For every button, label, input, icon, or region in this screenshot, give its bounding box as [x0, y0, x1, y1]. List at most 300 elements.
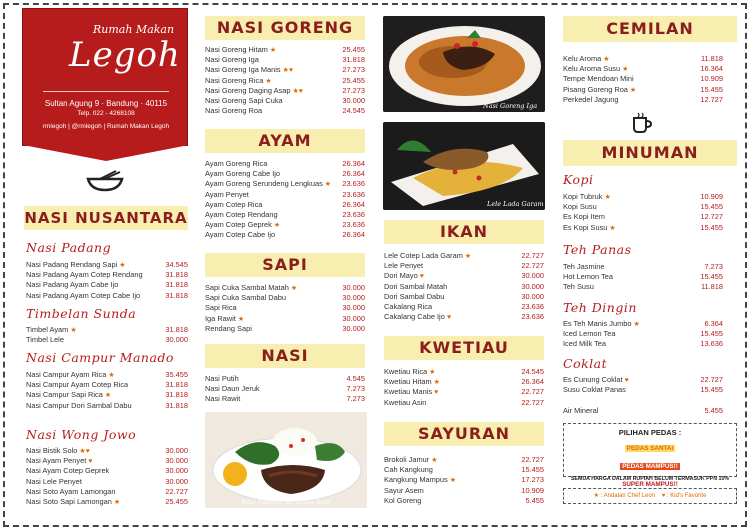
menu-item-badge: ♥ [88, 458, 93, 466]
menu-item [384, 377, 544, 387]
menu-item [384, 455, 544, 465]
menu-item [205, 159, 365, 169]
menu-item-price: 10.909 [700, 192, 723, 201]
menu-item-price: 26.364 [342, 230, 365, 240]
menu-item [563, 375, 723, 385]
menu-item-name: Iga Rawit [205, 313, 236, 323]
brand-name: Legoh [69, 35, 181, 75]
menu-item-price: 26.364 [342, 199, 365, 209]
menu-item-badge: ♥ [446, 314, 451, 322]
menu-item-price: 31.818 [165, 280, 188, 290]
menu-item-name: Nasi Lele Penyet [26, 476, 82, 486]
menu-item-badge: ★ [265, 77, 272, 85]
menu-item-badge: ★ [622, 66, 629, 74]
menu-item-price: 16.364 [700, 64, 723, 74]
menu-item [384, 282, 544, 292]
menu-item [205, 394, 365, 404]
menu-item-price: 25.455 [342, 75, 365, 85]
menu-item [26, 466, 188, 476]
menu-item-name: Ayam Penyet [205, 189, 249, 199]
menu-item [205, 96, 365, 106]
spice-level-1: PEDAS SANTAI [626, 445, 674, 452]
menu-item [384, 387, 544, 397]
section-title-cemilan: CEMILAN [563, 16, 737, 42]
menu-item [384, 367, 544, 377]
menu-item-price: 15.455 [700, 272, 723, 282]
section-title-sapi: SAPI [205, 253, 365, 277]
menu-item-price: 22.727 [521, 397, 544, 407]
photo-caption-rendang: Nasi Padang Rendang Sapi [241, 498, 331, 506]
menu-item [26, 497, 188, 507]
menu-item [205, 169, 365, 179]
brand-social: rmlegoh | @rmlegoh | Rumah Makan Legoh [42, 123, 170, 130]
menu-item-name: Sapi Rica [205, 303, 237, 313]
menu-item-name: Nasi Campur Ayam Cotep Rica [26, 380, 129, 390]
menu-item-price: 15.455 [700, 329, 723, 339]
menu-item [384, 302, 544, 312]
menu-item-name: Iced Milk Tea [563, 339, 606, 349]
menu-item-price: 35.455 [165, 370, 188, 379]
menu-item [384, 486, 544, 496]
menu-item-name: Nasi Goreng Roa [205, 106, 263, 116]
menu-item [26, 390, 188, 400]
menu-item-badge: ★ [108, 372, 115, 379]
menu-item-price: 31.818 [165, 290, 188, 300]
menu-item-badge: ★ [433, 379, 440, 387]
menu-item-name: Ayam Goreng Rica [205, 159, 268, 168]
menu-item [563, 85, 723, 95]
subsection-title-teh-panas: Teh Panas [563, 242, 632, 257]
menu-item-price: 30.000 [521, 291, 544, 301]
menu-item-badge: ★ [629, 86, 637, 94]
menu-item [205, 106, 365, 116]
menu-item-name: Perkedel Jagung [563, 94, 619, 104]
menu-item-price: 11.818 [700, 54, 723, 63]
menu-item-name: Brokoli Jamur [384, 455, 430, 464]
photo-lele [383, 122, 545, 210]
menu-item-name: Iced Lemon Tea [563, 329, 616, 339]
list-nasi-campur-manado [26, 370, 188, 411]
menu-item [205, 86, 365, 96]
menu-item [563, 64, 723, 74]
list-nasi [205, 374, 365, 405]
menu-item [205, 200, 365, 210]
menu-item [384, 475, 544, 485]
menu-item-price: 31.818 [165, 400, 188, 410]
menu-item-name: Nasi Daun Jeruk [205, 384, 260, 394]
legend-star: ★ : Andalan Chef Leon [593, 493, 656, 499]
menu-item-name: Lele Cotep Lada Garam [384, 251, 463, 260]
subsection-title-nasi-wong-jowo: Nasi Wong Jowo [26, 427, 137, 442]
menu-item [205, 230, 365, 240]
menu-item [205, 283, 365, 293]
menu-item-name: Hot Lemon Tea [563, 272, 613, 282]
menu-item-price: 30.000 [165, 466, 188, 476]
menu-item-name: Nasi Goreng Rica [205, 75, 264, 85]
menu-item-name: Kwetiau Manis [384, 387, 433, 397]
menu-item-name: Dori Sambal Matah [384, 281, 448, 291]
menu-item [205, 374, 365, 384]
menu-item-name: Nasi Padang Ayam Cotep Cabe Ijo [26, 290, 141, 300]
brand-phone: Telp. 022 - 4268108 [77, 110, 135, 117]
menu-item [384, 465, 544, 475]
menu-item-price: 22.727 [165, 486, 188, 496]
menu-item-badge: ★♥ [79, 448, 90, 455]
subsection-title-nasi-campur-manado: Nasi Campur Manado [26, 350, 174, 365]
photo-nasi-goreng-iga [383, 16, 545, 112]
menu-item [205, 314, 365, 324]
nasi-goreng-plate-image [383, 16, 545, 112]
menu-item-name: Kangkung Mampus [384, 475, 448, 485]
menu-item [205, 384, 365, 394]
menu-item [26, 335, 188, 345]
menu-item-price: 25.455 [342, 45, 365, 54]
price-note: SEMUA HARGA DALAM RUPIAH BELUM TERMASUK PPN 10% [570, 476, 730, 482]
list-timbelan-sunda [26, 325, 188, 345]
spice-level-3: SUPER MAMPUS!! [622, 481, 678, 488]
menu-item-badge: ★ [273, 222, 281, 230]
menu-item [26, 291, 188, 301]
list-kwetiau [384, 367, 544, 408]
legend-heart: ♥ : Kid's Favorite [661, 493, 707, 499]
menu-item-price: 23.636 [342, 189, 365, 199]
menu-item-price: 23.636 [521, 301, 544, 311]
menu-item-name: Cah Kangkung [384, 465, 433, 475]
section-title-kwetiau: KWETIAU [384, 336, 544, 360]
menu-item [384, 292, 544, 302]
menu-item [205, 293, 365, 303]
menu-item-price: 30.000 [342, 303, 365, 313]
menu-item-name: Es Cunung Coklat [563, 375, 623, 384]
menu-item [205, 179, 365, 189]
menu-item-name: Es Teh Manis Jumbo [563, 319, 632, 328]
menu-item-name: Nasi Goreng Iga [205, 55, 259, 65]
menu-item-name: Nasi Ayam Cotep Geprek [26, 466, 110, 476]
menu-item-price: 31.818 [165, 380, 188, 390]
menu-item-price: 17.273 [521, 475, 544, 485]
menu-item-name: Dori Sambal Dabu [384, 291, 445, 301]
menu-item-name: Rendang Sapi [205, 323, 252, 333]
menu-item-price: 13.636 [700, 339, 723, 349]
menu-item-badge: ★ [113, 498, 121, 506]
menu-item-price: 15.455 [700, 385, 723, 395]
menu-item-price: 26.364 [521, 377, 544, 387]
menu-item-name: Ayam Goreng Cabe Ijo [205, 169, 281, 179]
menu-item-name: Ayam Cotep Rendang [205, 209, 278, 219]
menu-item [26, 380, 188, 390]
menu-item [563, 223, 723, 233]
menu-item-price: 30.000 [342, 95, 365, 105]
menu-item-price: 30.000 [521, 281, 544, 291]
menu-item-name: Kopi Tubruk [563, 192, 603, 201]
menu-item-price: 10.909 [700, 74, 723, 84]
menu-item [205, 303, 365, 313]
menu-item [563, 262, 723, 272]
menu-item [384, 398, 544, 408]
menu-item [384, 251, 544, 261]
list-cemilan [563, 54, 723, 105]
menu-item-name: Dori Mayo [384, 271, 418, 281]
menu-item [563, 329, 723, 339]
bowl-icon [86, 170, 126, 192]
menu-item-price: 30.000 [165, 456, 188, 466]
menu-item-badge: ★ [429, 369, 436, 376]
menu-item-name: Nasi Padang Ayam Cotep Rendang [26, 270, 143, 280]
menu-item [563, 54, 723, 64]
menu-item-name: Nasi Ayam Penyet [26, 456, 87, 466]
menu-item-name: Tempe Mendoan Mini [563, 74, 634, 84]
menu-item-badge: ★ [237, 315, 245, 323]
menu-item-name: Sayur Asem [384, 485, 424, 495]
menu-item-badge: ★ [269, 47, 277, 54]
menu-item-name: Nasi Campur Ayam Rica [26, 370, 107, 379]
menu-item-price: 22.727 [521, 387, 544, 397]
menu-item-price: 23.636 [342, 220, 365, 230]
list-nasi-padang [26, 260, 188, 301]
menu-item-price: 22.727 [521, 251, 544, 260]
list-sapi [205, 283, 365, 334]
menu-item-price: 30.000 [342, 283, 365, 292]
menu-item-price: 23.636 [521, 312, 544, 322]
menu-item-name: Nasi Soto Ayam Lamongan [26, 486, 116, 496]
spice-level-title: PILIHAN PEDAS : [618, 428, 682, 437]
menu-item [205, 210, 365, 220]
menu-item-name: Nasi Soto Sapi Lamongan [26, 496, 112, 506]
menu-item-name: Es Kopi Item [563, 212, 605, 222]
menu-item-price: 27.273 [342, 85, 365, 95]
brand-line1: Rumah Makan [93, 23, 175, 36]
menu-item [26, 446, 188, 456]
menu-item [384, 261, 544, 271]
menu-item-price: 12.727 [700, 94, 723, 104]
menu-item-name: Kwetiau Rica [384, 367, 428, 376]
menu-item-name: Kelu Aroma Susu [563, 64, 621, 74]
photo-caption-lele: Lele Lada Garam [487, 200, 544, 208]
menu-item-name: Kwetiau Hitam [384, 377, 432, 387]
menu-item-name: Nasi Rawit [205, 394, 241, 404]
subsection-title-timbelan-sunda: Timbelan Sunda [26, 306, 137, 321]
menu-item-badge: ★ [464, 253, 472, 260]
menu-item-name: Cakalang Rica [384, 301, 433, 311]
menu-item [205, 65, 365, 75]
menu-item-name: Nasi Goreng Daging Asap [205, 85, 291, 95]
menu-item-name: Kopi Susu [563, 202, 597, 212]
menu-item-name: Nasi Campur Sapi Rica [26, 390, 103, 400]
list-ikan [384, 251, 544, 322]
menu-item-price: 5.455 [704, 406, 723, 415]
section-title-sayuran: SAYURAN [384, 422, 544, 446]
menu-item-price: 7.273 [346, 394, 365, 404]
section-title-ikan: IKAN [384, 220, 544, 244]
menu-item-badge: ♥ [434, 389, 439, 397]
list-kopi [563, 192, 723, 233]
brand-header [22, 8, 188, 146]
menu-item-name: Nasi Putih [205, 374, 239, 383]
list-ayam [205, 159, 365, 241]
menu-item [26, 325, 188, 335]
menu-item [563, 282, 723, 292]
brand-address: Sultan Agung 9 · Bandung · 40115 [44, 99, 168, 108]
menu-item-price: 24.545 [342, 106, 365, 116]
menu-item-price: 15.455 [521, 465, 544, 475]
badge-legend [563, 488, 737, 504]
menu-item [563, 406, 723, 416]
menu-item-price: 31.818 [165, 270, 188, 280]
menu-item-price: 7.273 [704, 262, 723, 271]
menu-item [563, 74, 723, 84]
menu-item-name: Kwetiau Asin [384, 397, 427, 407]
section-title-nasi-goreng: NASI GORENG [205, 16, 365, 40]
menu-item-name: Es Kopi Susu [563, 222, 608, 232]
menu-item-name: Timbel Lele [26, 335, 64, 345]
menu-item-price: 22.727 [700, 375, 723, 384]
subsection-title-teh-dingin: Teh Dingin [563, 300, 637, 315]
photo-caption-nasi-goreng-iga: Nasi Goreng Iga [483, 102, 538, 110]
menu-item-badge: ★ [104, 392, 112, 400]
menu-item-price: 4.545 [346, 374, 365, 383]
menu-item-name: Susu Coklat Panas [563, 385, 626, 395]
list-air-mineral [563, 406, 723, 416]
menu-item-badge: ★ [290, 285, 298, 292]
menu-item-price: 30.000 [342, 293, 365, 303]
menu-item [563, 202, 723, 212]
menu-item-price: 30.000 [521, 271, 544, 281]
menu-item-badge: ★ [603, 56, 610, 63]
menu-item-name: Kelu Aroma [563, 54, 602, 63]
menu-item-name: Pisang Goreng Roa [563, 84, 628, 94]
menu-item [26, 270, 188, 280]
menu-item-price: 30.000 [165, 446, 188, 455]
menu-item [384, 271, 544, 281]
menu-item [563, 339, 723, 349]
list-nasi-wong-jowo [26, 446, 188, 507]
subsection-title-nasi-padang: Nasi Padang [26, 240, 112, 255]
menu-item-badge: ★ [70, 327, 77, 334]
menu-item-badge: ★ [324, 181, 332, 189]
menu-item-name: Nasi Padang Ayam Cabe Ijo [26, 280, 119, 290]
section-title-nasi: NASI [205, 344, 365, 368]
menu-item-price: 31.818 [165, 390, 188, 400]
section-title-ayam: AYAM [205, 129, 365, 153]
menu-item-name: Air Mineral [563, 406, 599, 415]
menu-item-price: 30.000 [165, 335, 188, 345]
menu-item-name: Teh Susu [563, 282, 594, 292]
menu-item [384, 312, 544, 322]
menu-item-price: 26.364 [342, 159, 365, 168]
menu-item-name: Cakalang Cabe Ijo [384, 312, 445, 322]
menu-item-price: 31.818 [165, 325, 188, 334]
menu-item [563, 385, 723, 395]
menu-item-name: Sapi Cuka Sambal Matah [205, 283, 289, 292]
rendang-plate-image [205, 412, 367, 508]
list-sayuran [384, 455, 544, 506]
menu-item [205, 76, 365, 86]
menu-item-name: Ayam Cotep Cabe Ijo [205, 230, 276, 240]
spice-level-2: PEDAS MAMPUS!! [622, 463, 678, 470]
lele-plate-image [383, 122, 545, 210]
menu-item-price: 31.818 [342, 55, 365, 65]
menu-item-price: 15.455 [700, 202, 723, 212]
menu-item [563, 212, 723, 222]
menu-item-price: 26.364 [342, 169, 365, 179]
menu-item-price: 30.000 [342, 313, 365, 323]
menu-item-name: Ayam Cotep Geprek [205, 220, 272, 230]
menu-item-name: Timbel Ayam [26, 325, 69, 334]
menu-item [563, 319, 723, 329]
menu-item-badge: ★ [633, 321, 640, 328]
menu-item-price: 11.818 [700, 282, 723, 292]
menu-item-name: Nasi Campur Dori Sambal Dabu [26, 400, 132, 410]
menu-item-price: 15.455 [700, 84, 723, 94]
menu-item-price: 5.455 [525, 495, 544, 505]
menu-item [205, 220, 365, 230]
menu-item [26, 260, 188, 270]
menu-item-price: 34.545 [165, 260, 188, 269]
menu-item [26, 280, 188, 290]
photo-rendang [205, 412, 367, 508]
list-nasi-goreng [205, 45, 365, 116]
menu-item-badge: ★♥ [292, 87, 303, 95]
menu-item-badge: ★ [604, 194, 611, 201]
menu-item-badge: ♥ [419, 273, 424, 281]
menu-item [563, 192, 723, 202]
menu-item-name: Ayam Cotep Rica [205, 199, 263, 209]
menu-item-badge: ★ [449, 477, 456, 485]
subsection-title-kopi: Kopi [563, 172, 594, 187]
menu-item [26, 456, 188, 466]
coffee-cup-icon [632, 112, 652, 134]
menu-item [205, 55, 365, 65]
menu-item-name: Lele Penyet [384, 261, 424, 271]
menu-item [563, 272, 723, 282]
menu-item-price: 10.909 [521, 485, 544, 495]
menu-item-price: 22.727 [521, 455, 544, 464]
menu-item-badge: ★♥ [282, 67, 294, 75]
section-title-minuman: MINUMAN [563, 140, 737, 166]
menu-item-price: 15.455 [700, 222, 723, 232]
menu-item [26, 370, 188, 380]
menu-item-price: 7.273 [346, 384, 365, 394]
menu-item-badge: ★ [119, 262, 126, 269]
menu-item-name: Sapi Cuka Sambal Dabu [205, 293, 286, 303]
brand-divider [43, 91, 169, 92]
menu-item [26, 487, 188, 497]
menu-item-name: Nasi Goreng Iga Manis [205, 65, 281, 75]
menu-item [205, 324, 365, 334]
menu-item-price: 23.636 [342, 209, 365, 219]
menu-item [205, 190, 365, 200]
menu-item-badge: ★ [609, 224, 616, 232]
menu-item [384, 496, 544, 506]
menu-item-name: Nasi Goreng Sapi Cuka [205, 95, 283, 105]
menu-item-price: 22.727 [521, 261, 544, 271]
menu-item-price: 25.455 [165, 496, 188, 506]
menu-item-price: 24.545 [521, 367, 544, 376]
menu-item-badge: ♥ [624, 377, 629, 384]
menu-item-name: Nasi Goreng Hitam [205, 45, 268, 54]
menu-item-name: Nasi Bistik Solo [26, 446, 78, 455]
menu-item-price: 12.727 [700, 212, 723, 222]
menu-item [563, 95, 723, 105]
menu-item-price: 6.364 [704, 319, 723, 328]
menu-item-name: Kol Goreng [384, 495, 422, 505]
section-title-nasi-nusantara: NASI NUSANTARA [24, 206, 188, 230]
menu-item-price: 30.000 [165, 476, 188, 486]
list-teh-panas [563, 262, 723, 293]
list-teh-dingin [563, 319, 723, 350]
menu-item-name: Ayam Goreng Serundeng Lengkuas [205, 179, 323, 189]
menu-item-name: Nasi Padang Rendang Sapi [26, 260, 118, 269]
